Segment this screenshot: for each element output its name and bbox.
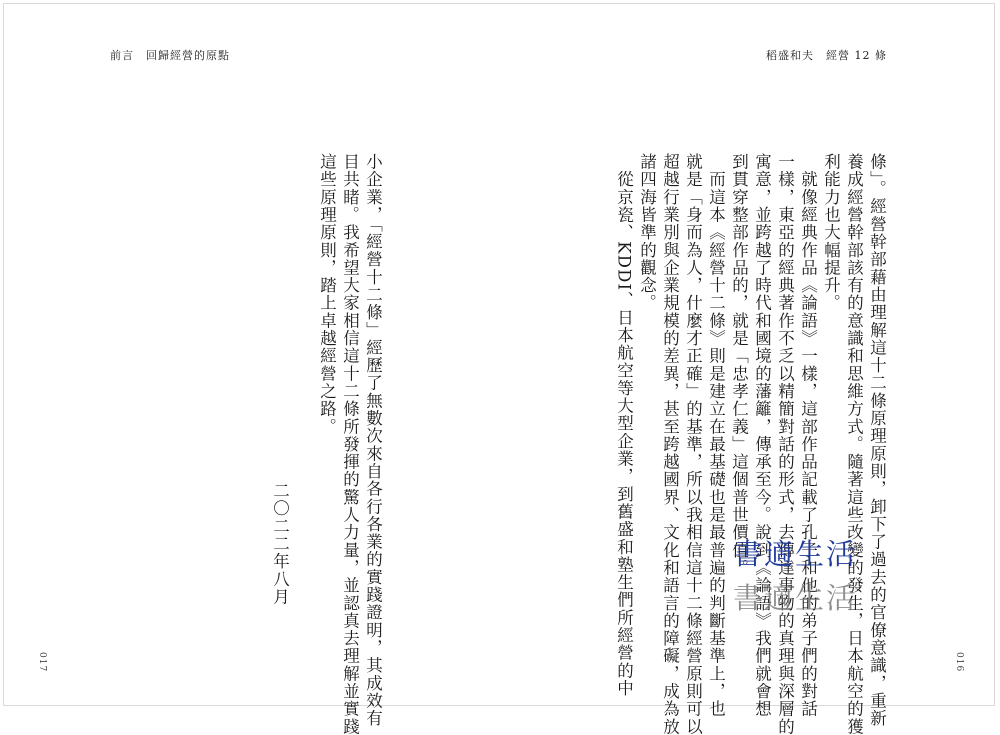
body-column: 諸四海皆準的觀念。 (637, 153, 657, 312)
watermark-text: 書適生活 (733, 537, 858, 571)
body-column: 小企業，「經營十二條」經歷了無數次來自各行各業的實踐證明，其成效有 (363, 153, 383, 728)
watermark-shadow-text: 書適生活 (733, 581, 858, 615)
body-column: 從京瓷、KDDI、日本航空等大型企業，到舊盛和塾生們所經營的中 (614, 153, 634, 698)
body-column: 條」。經營幹部藉由理解這十二條原理原則，卸下了過去的官僚意識，重新 (867, 153, 887, 728)
running-header-left: 前言 回歸經營的原點 (110, 49, 230, 62)
body-column: 利能力也大幅提升。 (821, 153, 841, 312)
body-column: 就像經典作品《論語》一樣，這部作品記載了孔子和他的弟子們的對話 (798, 153, 818, 718)
body-column: 這些原理原則，踏上卓越經營之路。 (317, 153, 337, 436)
body-column: 而這本《經營十二條》則是建立在最基礎也是最普遍的判斷基準上，也 (706, 153, 726, 718)
body-column: 寓意，並跨越了時代和國境的藩籬，傳承至今。說到《論語》我們就會想 (752, 153, 772, 718)
running-header-right: 稻盛和夫 經營 12 條 (766, 49, 887, 62)
body-column: 就是「身而為人，什麼才正確」的基準，所以我相信這十二條經營原則可以 (683, 153, 703, 735)
body-column: 養成經營幹部該有的意識和思維方式。隨著這些改變的發生，日本航空的獲 (844, 153, 864, 735)
body-column: 目共睹。我希望大家相信這十二條所發揮的驚人力量，並認真去理解並實踐 (340, 153, 360, 735)
date-line: 二〇二二年八月 (270, 482, 290, 606)
body-column: 超越行業別與企業規模的差異，甚至跨越國界、文化和語言的障礙，成為放 (660, 153, 680, 735)
body-column: 一樣，東亞的經典著作不乏以精簡對話的形式，去傳達事物的真理與深層的 (775, 153, 795, 735)
page-number-left: 017 (37, 652, 47, 673)
page-number-right: 016 (954, 652, 964, 673)
body-column: 到貫穿整部作品的，就是「忠孝仁義」這個普世價值。 (729, 153, 749, 577)
